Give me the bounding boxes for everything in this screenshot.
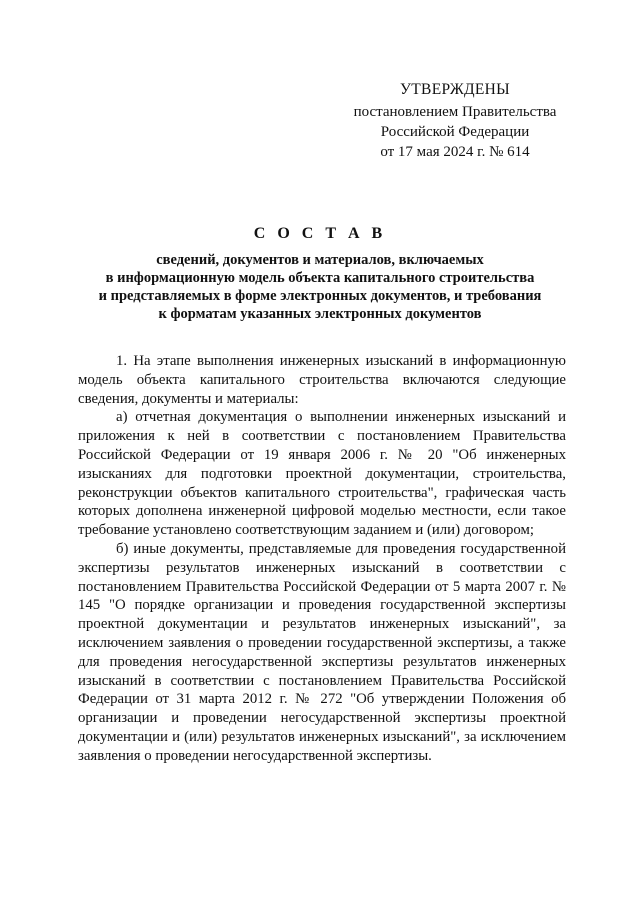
paragraph-1: 1. На этапе выполнения инженерных изысканий в информационную модель объекта капитального строительства включаются следующие сведения, документы и материалы: <box>78 353 566 407</box>
approval-line-1: постановлением Правительства <box>353 104 557 120</box>
approval-heading: УТВЕРЖДЕНЫ <box>400 81 510 98</box>
document-title: С О С Т А В <box>253 225 387 242</box>
document-body <box>78 352 566 766</box>
document-subtitle-line-3: и представляемых в форме электронных документов, и требования <box>98 288 542 304</box>
paragraph-a: а) отчетная документация о выполнении инженерных изысканий и приложения к ней в соответствии с постановлением Правительства Российской Федерации от 19 января 2006 г. № 20 "Об инженерных изысканиях для подготовки проектной документации, строительства, реконструкции объектов капитального строительства", графическая часть которых дополнена инженерной цифровой моделью местности, если такое требование установлено соответствующим заданием и (или) договором; <box>78 409 566 539</box>
approval-line-2: Российской Федерации <box>380 124 530 140</box>
document-subtitle-line-1: сведений, документов и материалов, включаемых <box>156 252 484 268</box>
document-title-block <box>60 224 580 323</box>
document-subtitle-line-2: в информационную модель объекта капитального строительства <box>105 270 535 286</box>
document-subtitle-line-4: к форматам указанных электронных документов <box>158 306 482 322</box>
paragraph-b: б) иные документы, представляемые для проведения государственной экспертизы результатов инженерных изысканий в соответствии с постановлением Правительства Российской Федерации от 5 марта 2007 г. № 145 "О порядке организации и проведения государственной экспертизы проектной документации и результатов инженерных изысканий", за исключением заявления о проведении государственной экспертизы, а также для проведения негосударственной экспертизы результатов инженерных изысканий в соответствии с постановлением Правительства Российской Федерации от 31 марта 2012 г. № 272 "Об утверждении Положения об организации и проведении негосударственной экспертизы проектной документации и (или) результатов инженерных изысканий", за исключением заявления о проведении негосударственной экспертизы. <box>78 540 566 764</box>
approval-line-3: от 17 мая 2024 г. № 614 <box>380 144 530 160</box>
approval-stamp <box>330 80 580 162</box>
